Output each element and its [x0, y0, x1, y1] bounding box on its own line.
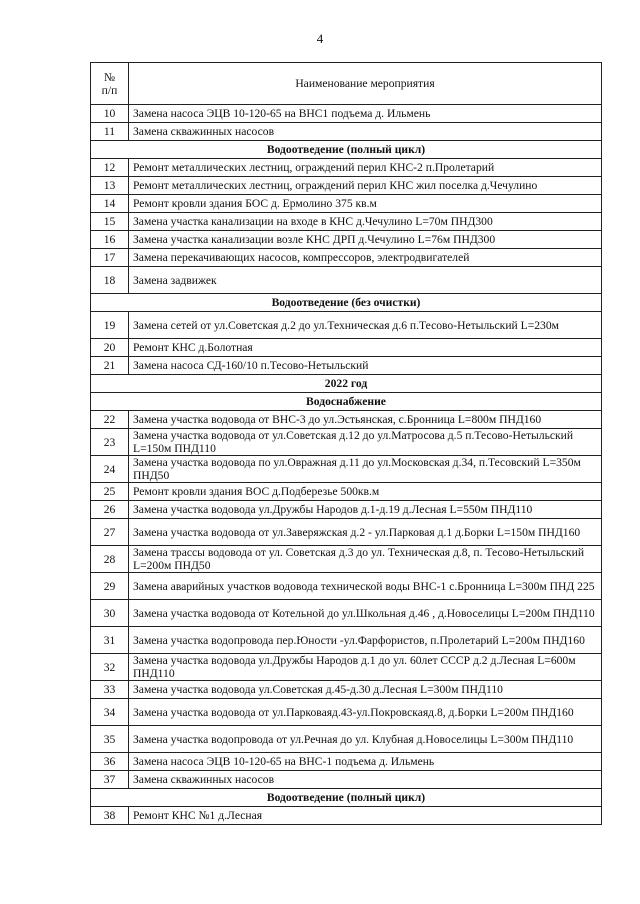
row-description: Ремонт металлических лестниц, ограждений перил КНС-2 п.Пролетарий: [129, 159, 602, 177]
row-number: 18: [91, 267, 129, 294]
row-number: 36: [91, 753, 129, 771]
row-number: 30: [91, 600, 129, 627]
table-row: [91, 753, 602, 771]
row-number: 35: [91, 726, 129, 753]
section-row: [91, 375, 602, 393]
table-row: [91, 195, 602, 213]
table-row: [91, 546, 602, 573]
row-number: 11: [91, 123, 129, 141]
section-row: [91, 393, 602, 411]
row-number: 34: [91, 699, 129, 726]
section-title: Водоотведение (полный цикл): [91, 141, 602, 159]
table-header-row: [91, 63, 602, 105]
row-number: 38: [91, 807, 129, 825]
table-row: [91, 213, 602, 231]
row-description: Замена участка водовода по ул.Овражная д.11 до ул.Московская д.34, п.Тесовский L=350м ПНД50: [129, 456, 602, 483]
page-number: 4: [316, 31, 324, 46]
row-number: 14: [91, 195, 129, 213]
row-description: Замена участка водовода от Котельной до ул.Школьная д.46 , д.Новоселицы L=200м ПНД110: [129, 600, 602, 627]
table-row: [91, 456, 602, 483]
row-number: 32: [91, 654, 129, 681]
row-number: 37: [91, 771, 129, 789]
row-description: Замена участка водовода от ВНС-3 до ул.Эстьянская, с.Бронница L=800м ПНД160: [129, 411, 602, 429]
row-description: Ремонт КНС №1 д.Лесная: [129, 807, 602, 825]
row-number: 16: [91, 231, 129, 249]
row-number: 23: [91, 429, 129, 456]
table-row: [91, 177, 602, 195]
table-row: [91, 771, 602, 789]
table-row: [91, 249, 602, 267]
table-row: [91, 627, 602, 654]
table-row: [91, 267, 602, 294]
row-number: 15: [91, 213, 129, 231]
row-description: Замена участка водопровода от ул.Речная до ул. Клубная д.Новоселицы L=300м ПНД110: [129, 726, 602, 753]
row-number: 19: [91, 312, 129, 339]
table-row: [91, 123, 602, 141]
row-number: 33: [91, 681, 129, 699]
header-name: Наименование мероприятия: [129, 63, 602, 105]
table-row: [91, 654, 602, 681]
row-description: Замена насоса СД-160/10 п.Тесово-Нетыльский: [129, 357, 602, 375]
row-description: Ремонт металлических лестниц, ограждений перил КНС жил поселка д.Чечулино: [129, 177, 602, 195]
row-description: Замена перекачивающих насосов, компрессоров, электродвигателей: [129, 249, 602, 267]
row-description: Замена аварийных участков водовода технической воды ВНС-1 с.Бронница L=300м ПНД 225: [129, 573, 602, 600]
row-number: 12: [91, 159, 129, 177]
section-title: Водоснабжение: [91, 393, 602, 411]
row-description: Замена участка канализации на входе в КНС д.Чечулино L=70м ПНД300: [129, 213, 602, 231]
row-description: Замена трассы водовода от ул. Советская д.3 до ул. Техническая д.8, п. Тесово-Нетыльский L=200м ПНД50: [129, 546, 602, 573]
row-number: 31: [91, 627, 129, 654]
row-description: Замена участка канализации возле КНС ДРП д.Чечулино L=76м ПНД300: [129, 231, 602, 249]
table-row: [91, 339, 602, 357]
row-number: 25: [91, 483, 129, 501]
table-body: [91, 105, 602, 825]
row-description: Замена участка водовода от ул.Советская д.12 до ул.Матросова д.5 п.Тесово-Нетыльский L=150м ПНД110: [129, 429, 602, 456]
table-row: [91, 429, 602, 456]
row-description: Ремонт КНС д.Болотная: [129, 339, 602, 357]
row-description: Замена насоса ЭЦВ 10-120-65 на ВНС1 подъема д. Ильмень: [129, 105, 602, 123]
table-row: [91, 231, 602, 249]
table-row: [91, 807, 602, 825]
section-row: [91, 141, 602, 159]
row-description: Ремонт кровли здания ВОС д.Подберезье 500кв.м: [129, 483, 602, 501]
row-description: Замена участка водовода ул.Дружбы Народов д.1 до ул. 60лет СССР д.2 д.Лесная L=600м ПНД110: [129, 654, 602, 681]
row-number: 27: [91, 519, 129, 546]
table-row: [91, 159, 602, 177]
row-description: Замена задвижек: [129, 267, 602, 294]
row-number: 26: [91, 501, 129, 519]
table-row: [91, 681, 602, 699]
section-row: [91, 294, 602, 312]
section-title: Водоотведение (полный цикл): [91, 789, 602, 807]
table-row: [91, 483, 602, 501]
table-row: [91, 411, 602, 429]
row-number: 13: [91, 177, 129, 195]
row-number: 24: [91, 456, 129, 483]
section-title: 2022 год: [91, 375, 602, 393]
row-number: 17: [91, 249, 129, 267]
row-description: Замена скважинных насосов: [129, 123, 602, 141]
row-number: 22: [91, 411, 129, 429]
row-description: Замена участка водовода ул.Советская д.45-д.30 д.Лесная L=300м ПНД110: [129, 681, 602, 699]
row-number: 29: [91, 573, 129, 600]
table-row: [91, 501, 602, 519]
header-number: № п/п: [91, 63, 129, 105]
table-row: [91, 357, 602, 375]
table-row: [91, 519, 602, 546]
row-number: 10: [91, 105, 129, 123]
row-number: 20: [91, 339, 129, 357]
section-row: [91, 789, 602, 807]
row-description: Замена участка водовода от ул.Заверяжская д.2 - ул.Парковая д.1 д.Борки L=150м ПНД160: [129, 519, 602, 546]
table-row: [91, 105, 602, 123]
table-row: [91, 699, 602, 726]
row-description: Замена сетей от ул.Советская д.2 до ул.Техническая д.6 п.Тесово-Нетыльский L=230м: [129, 312, 602, 339]
row-description: Замена скважинных насосов: [129, 771, 602, 789]
table-row: [91, 726, 602, 753]
section-title: Водоотведение (без очистки): [91, 294, 602, 312]
row-number: 21: [91, 357, 129, 375]
row-description: Замена участка водовода ул.Дружбы Народов д.1-д.19 д.Лесная L=550м ПНД110: [129, 501, 602, 519]
table-row: [91, 573, 602, 600]
row-description: Замена участка водовода от ул.Парковаяд.43-ул.Покровскаяд.8, д.Борки L=200м ПНД160: [129, 699, 602, 726]
measures-table: [90, 62, 602, 825]
table-row: [91, 600, 602, 627]
table-row: [91, 312, 602, 339]
row-description: Замена насоса ЭЦВ 10-120-65 на ВНС-1 подъема д. Ильмень: [129, 753, 602, 771]
row-description: Замена участка водопровода пер.Юности -ул.Фарфористов, п.Пролетарий L=200м ПНД160: [129, 627, 602, 654]
row-number: 28: [91, 546, 129, 573]
row-description: Ремонт кровли здания БОС д. Ермолино 375 кв.м: [129, 195, 602, 213]
